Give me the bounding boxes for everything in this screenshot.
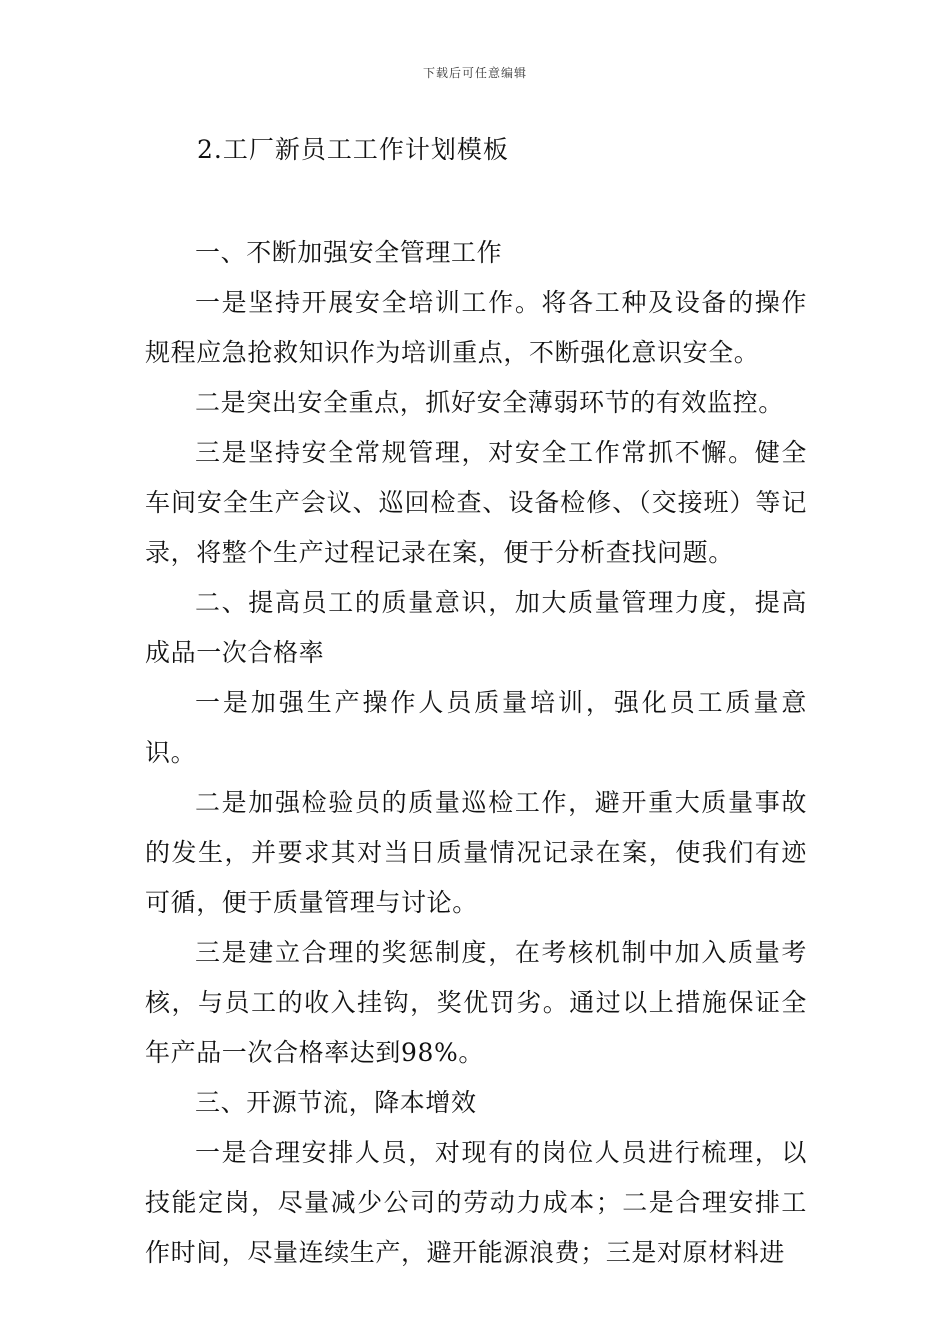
paragraph: 三是坚持安全常规管理，对安全工作常抓不懈。健全车间安全生产会议、巡回检查、设备检修、（交接班）等记录，将整个生产过程记录在案，便于分析查找问题。 — [145, 438, 807, 567]
section-heading-cost: 三、开源节流，降本增效 — [195, 1088, 477, 1117]
paragraph: 一是加强生产操作人员质量培训，强化员工质量意识。 — [145, 688, 807, 767]
paragraph: 三是建立合理的奖惩制度，在考核机制中加入质量考核，与员工的收入挂钩，奖优罚劣。通过以上措施保证全年产品一次合格率达到98%。 — [145, 938, 807, 1067]
page-header: 下载后可任意编辑 — [422, 66, 527, 80]
paragraph: 一是坚持开展安全培训工作。将各工种及设备的操作规程应急抢救知识作为培训重点，不断强化意识安全。 — [145, 288, 807, 367]
paragraph: 二是突出安全重点，抓好安全薄弱环节的有效监控。 — [195, 388, 784, 417]
document-title: 2.工厂新员工工作计划模板 — [197, 135, 509, 164]
section-heading-safety: 一、不断加强安全管理工作 — [195, 238, 503, 267]
section-heading-quality: 二、提高员工的质量意识，加大质量管理力度，提高成品一次合格率 — [145, 588, 807, 667]
paragraph: 二是加强检验员的质量巡检工作，避开重大质量事故的发生，并要求其对当日质量情况记录在案，使我们有迹可循，便于质量管理与讨论。 — [145, 788, 807, 917]
paragraph: 一是合理安排人员，对现有的岗位人员进行梳理，以技能定岗，尽量减少公司的劳动力成本；二是合理安排工作时间，尽量连续生产，避开能源浪费；三是对原材料进 — [145, 1138, 807, 1267]
document-body — [145, 228, 807, 1278]
